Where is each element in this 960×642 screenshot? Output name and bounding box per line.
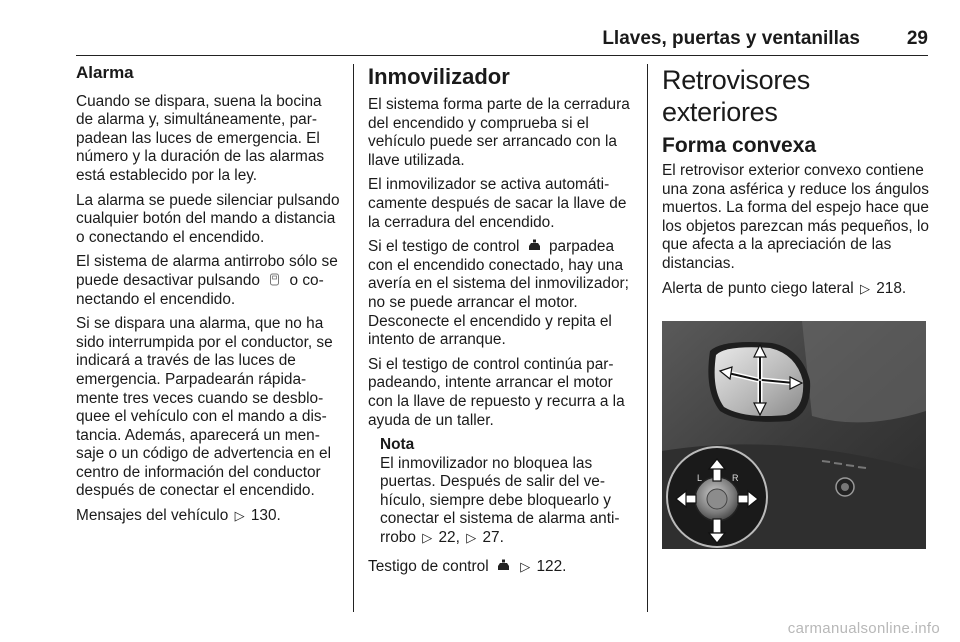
page-ref-link[interactable]: 22, — [438, 529, 460, 547]
paragraph: Si se dispara una alarma, que no ha sido interrumpida por el conductor, se indicará a través de las luces de emergencia. Parpadearán rápidamente tres veces cuando se desbloquee el vehículo con el mando a distancia. Además, aparecerá un mensaje o un código de advertencia en el centro de información del conductor después de conectar el encendido. — [76, 315, 333, 500]
mirror-photo — [662, 321, 926, 549]
paragraph — [76, 507, 342, 526]
note-box — [380, 436, 638, 548]
paragraph — [368, 558, 638, 577]
key-icon — [268, 273, 281, 286]
car-key-icon — [528, 239, 541, 252]
svg-text:R: R — [732, 473, 739, 483]
paragraph: El inmovilizador se activa automáticamente después de sacar la llave de la cerradura del encendido. — [368, 176, 627, 231]
heading-alarma: Alarma — [76, 63, 134, 82]
svg-text:L: L — [697, 473, 703, 483]
paragraph-text: El sistema de alarma antirrobo sólo se puede desactivar pulsando — [76, 253, 338, 289]
column-alarma — [76, 64, 342, 532]
paragraph — [662, 280, 932, 299]
triangle-ref-icon: ▷ — [466, 530, 477, 546]
paragraph: La alarma se puede silenciar pulsando cualquier botón del mando a distancia o conectando el encendido. — [76, 191, 340, 246]
column-inmovilizador — [368, 64, 638, 582]
paragraph: Si el testigo de control continúa parpadeando, intente arrancar el motor con la llave de repuesto y recurra a la ayuda de un taller. — [368, 355, 625, 429]
header-rule — [76, 55, 928, 56]
running-header: Llaves, puertas y ventanillas — [602, 28, 860, 49]
triangle-ref-icon: ▷ — [234, 508, 245, 524]
column-divider-2 — [647, 64, 648, 612]
page-number: 29 — [906, 28, 928, 49]
paragraph-text: Si el testigo de control — [368, 238, 520, 256]
page-ref-link[interactable]: 218. — [876, 279, 907, 297]
paragraph: Cuando se dispara, suena la bocina de alarma y, simultáneamente, parpadean las luces de emergencia. El número y la duración de las alarmas está establecido por la ley. — [76, 92, 325, 184]
paragraph: El retrovisor exterior convexo contiene una zona asférica y reduce los ángulos muertos. La forma del espejo hace que los objetos parezcan más pequeños, lo que afecta a la apreciación de las distancias. — [662, 162, 929, 272]
column-divider-1 — [353, 64, 354, 612]
page-ref-link[interactable]: 27. — [482, 529, 504, 547]
note-text — [380, 455, 638, 548]
watermark: carmanualsonline.info — [787, 620, 940, 637]
car-key-icon — [497, 559, 510, 572]
triangle-ref-icon: ▷ — [520, 558, 531, 574]
triangle-ref-icon: ▷ — [859, 280, 870, 296]
paragraph-text: o conectando el encendido. — [76, 271, 324, 308]
mirror-adjust-illustration — [662, 321, 926, 549]
paragraph-text: Mensajes del vehículo — [76, 507, 229, 525]
column-retrovisores — [662, 64, 932, 364]
heading-retrovisores: Retrovisores exteriores — [662, 65, 810, 127]
paragraph — [368, 238, 638, 350]
triangle-ref-icon: ▷ — [422, 530, 433, 546]
paragraph-text: Alerta de punto ciego lateral — [662, 279, 854, 297]
paragraph: El sistema forma parte de la cerradura del encendido y comprueba si el vehículo puede ser arrancado con la llave utilizada. — [368, 96, 630, 169]
subheading-forma-convexa: Forma convexa — [662, 134, 817, 157]
heading-inmovilizador: Inmovilizador — [368, 64, 510, 89]
note-title: Nota — [380, 436, 415, 454]
paragraph-text: Testigo de control — [368, 557, 489, 575]
note-body: El inmovilizador no bloquea las puertas. Después de salir del vehículo, siempre debe bloquearlo y conectar el sistema de alarma antirrobo — [380, 454, 620, 547]
page-ref-link[interactable]: 122. — [536, 557, 567, 575]
page-ref-link[interactable]: 130. — [250, 507, 281, 525]
paragraph — [76, 253, 342, 309]
paragraph-text: parpadea con el encendido conectado, hay una avería en el sistema del inmovilizador; no se puede arrancar el motor. Desconecte el encendido y repita el intento de arranque. — [368, 238, 629, 349]
